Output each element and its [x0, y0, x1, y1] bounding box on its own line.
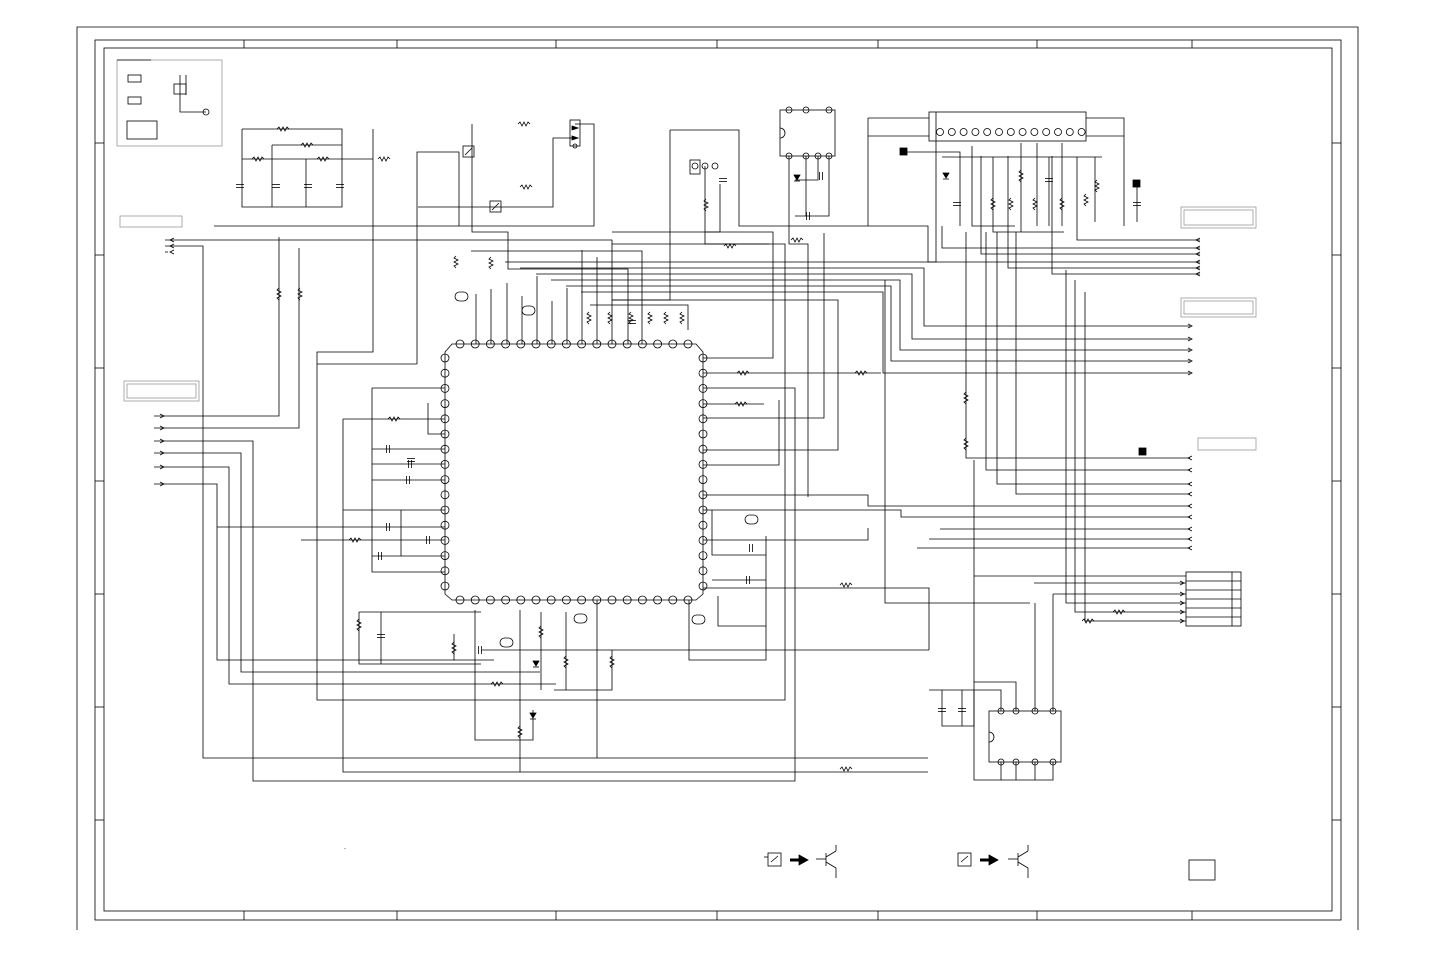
resistor — [518, 122, 530, 126]
main-ic — [441, 340, 707, 604]
transistor-symbol-icon — [764, 853, 781, 866]
connector-pin — [1078, 129, 1085, 136]
top-connector-ic — [929, 112, 1086, 141]
connector-pin — [1066, 129, 1073, 136]
resistor — [704, 199, 708, 211]
arrow-terminals — [160, 238, 1200, 623]
transistor-schematic-icon — [816, 845, 836, 878]
connector-pin — [960, 129, 967, 136]
diode — [794, 175, 800, 180]
right-arrow-icon — [790, 855, 808, 865]
resistor — [724, 244, 736, 248]
test-points — [900, 148, 1146, 455]
resistor — [680, 312, 684, 324]
resistor — [840, 583, 852, 587]
resistor — [608, 312, 612, 324]
diode — [533, 661, 539, 666]
resistor — [587, 312, 591, 324]
legend-box — [117, 60, 346, 852]
connector-pin — [1031, 129, 1038, 136]
connector-pin — [996, 129, 1003, 136]
bottom-ic — [989, 708, 1061, 765]
connector-pin — [937, 129, 944, 136]
resistor — [1033, 198, 1037, 210]
connector-pin — [984, 129, 991, 136]
wiring — [154, 112, 1200, 781]
resistor — [629, 312, 633, 324]
connector-pin — [1007, 129, 1014, 136]
sheet-frame — [77, 27, 1358, 930]
resistor — [1009, 198, 1013, 210]
stray-mark: - — [344, 846, 346, 852]
transistor-key — [764, 845, 1028, 878]
transistor-schematic-icon — [1008, 845, 1028, 878]
resistor — [298, 288, 302, 300]
resistor — [1095, 180, 1099, 192]
oval-markers — [455, 292, 758, 647]
resistor — [489, 257, 493, 269]
resistor — [520, 185, 532, 189]
resistor — [454, 256, 458, 268]
connector-pin — [972, 129, 979, 136]
resistor — [378, 157, 390, 161]
right-arrow-icon — [980, 855, 998, 865]
main-ic-pins — [441, 340, 707, 604]
connector-pin — [1019, 129, 1026, 136]
resistor — [664, 312, 668, 324]
connector-pin — [1043, 129, 1050, 136]
right-connector-block — [1186, 572, 1241, 626]
resistor — [648, 312, 652, 324]
resistor — [1084, 194, 1088, 206]
transistor-symbol-icon — [958, 853, 971, 866]
top-ic — [780, 107, 835, 159]
connector-pin — [1055, 129, 1062, 136]
diode — [530, 713, 536, 718]
diode — [943, 173, 949, 178]
transistors — [463, 120, 718, 212]
resistor — [791, 238, 803, 242]
resistor — [840, 767, 852, 771]
terminal-arrow — [170, 250, 174, 254]
zone-ticks — [95, 40, 1341, 920]
connector-pin — [948, 129, 955, 136]
